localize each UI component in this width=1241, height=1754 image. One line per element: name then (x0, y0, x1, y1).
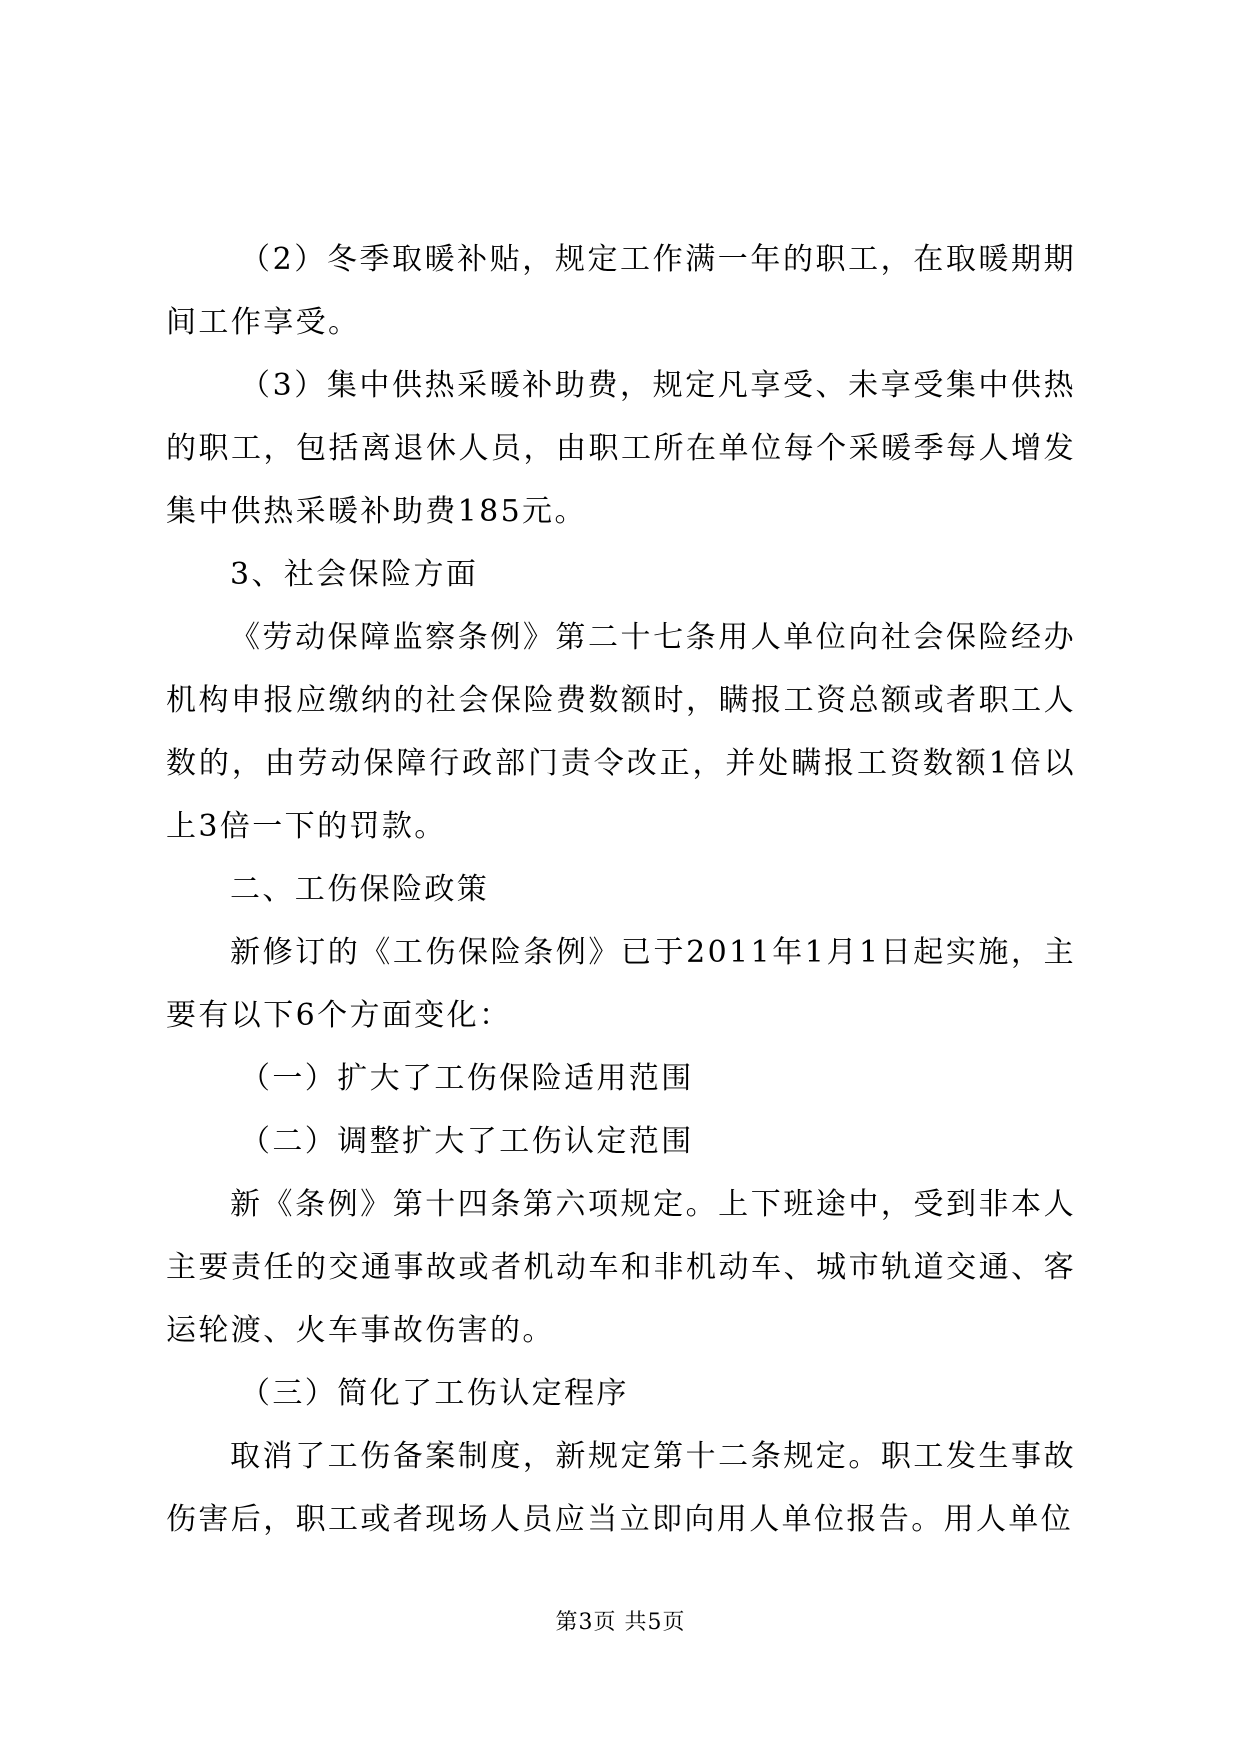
paragraph-heating-subsidy: （2）冬季取暖补贴，规定工作满一年的职工，在取暖期期间工作享受。 (166, 242, 1076, 340)
page-number-footer: 第3页 共5页 (555, 1610, 686, 1635)
subheading-scope-expanded: （一）扩大了工伤保险适用范围 (240, 1061, 694, 1096)
subheading-procedure-simplified: （三）简化了工伤认定程序 (240, 1376, 629, 1411)
heading-social-insurance: 3、社会保险方面 (230, 557, 479, 592)
document-body (166, 228, 1076, 1551)
heading-work-injury-policy: 二、工伤保险政策 (230, 872, 490, 907)
paragraph-commute-accidents: 新《条例》第十四条第六项规定。上下班途中，受到非本人主要责任的交通事故或者机动车和非机动车、城市轨道交通、客运轮渡、火车事故伤害的。 (166, 1187, 1076, 1348)
paragraph-revised-regulation: 新修订的《工伤保险条例》已于2011年1月1日起实施，主要有以下6个方面变化： (166, 935, 1076, 1033)
paragraph-labor-inspection-regulation: 《劳动保障监察条例》第二十七条用人单位向社会保险经办机构申报应缴纳的社会保险费数额时，瞒报工资总额或者职工人数的，由劳动保障行政部门责令改正，并处瞒报工资数额1倍以上3倍一下的罚款。 (166, 620, 1076, 844)
paragraph-central-heating-allowance: （3）集中供热采暖补助费，规定凡享受、未享受集中供热的职工，包括离退休人员，由职工所在单位每个采暖季每人增发集中供热采暖补助费185元。 (166, 368, 1076, 529)
subheading-recognition-expanded: （二）调整扩大了工伤认定范围 (240, 1124, 694, 1159)
paragraph-filing-abolished: 取消了工伤备案制度，新规定第十二条规定。职工发生事故伤害后，职工或者现场人员应当立即向用人单位报告。用人单位 (166, 1439, 1076, 1537)
